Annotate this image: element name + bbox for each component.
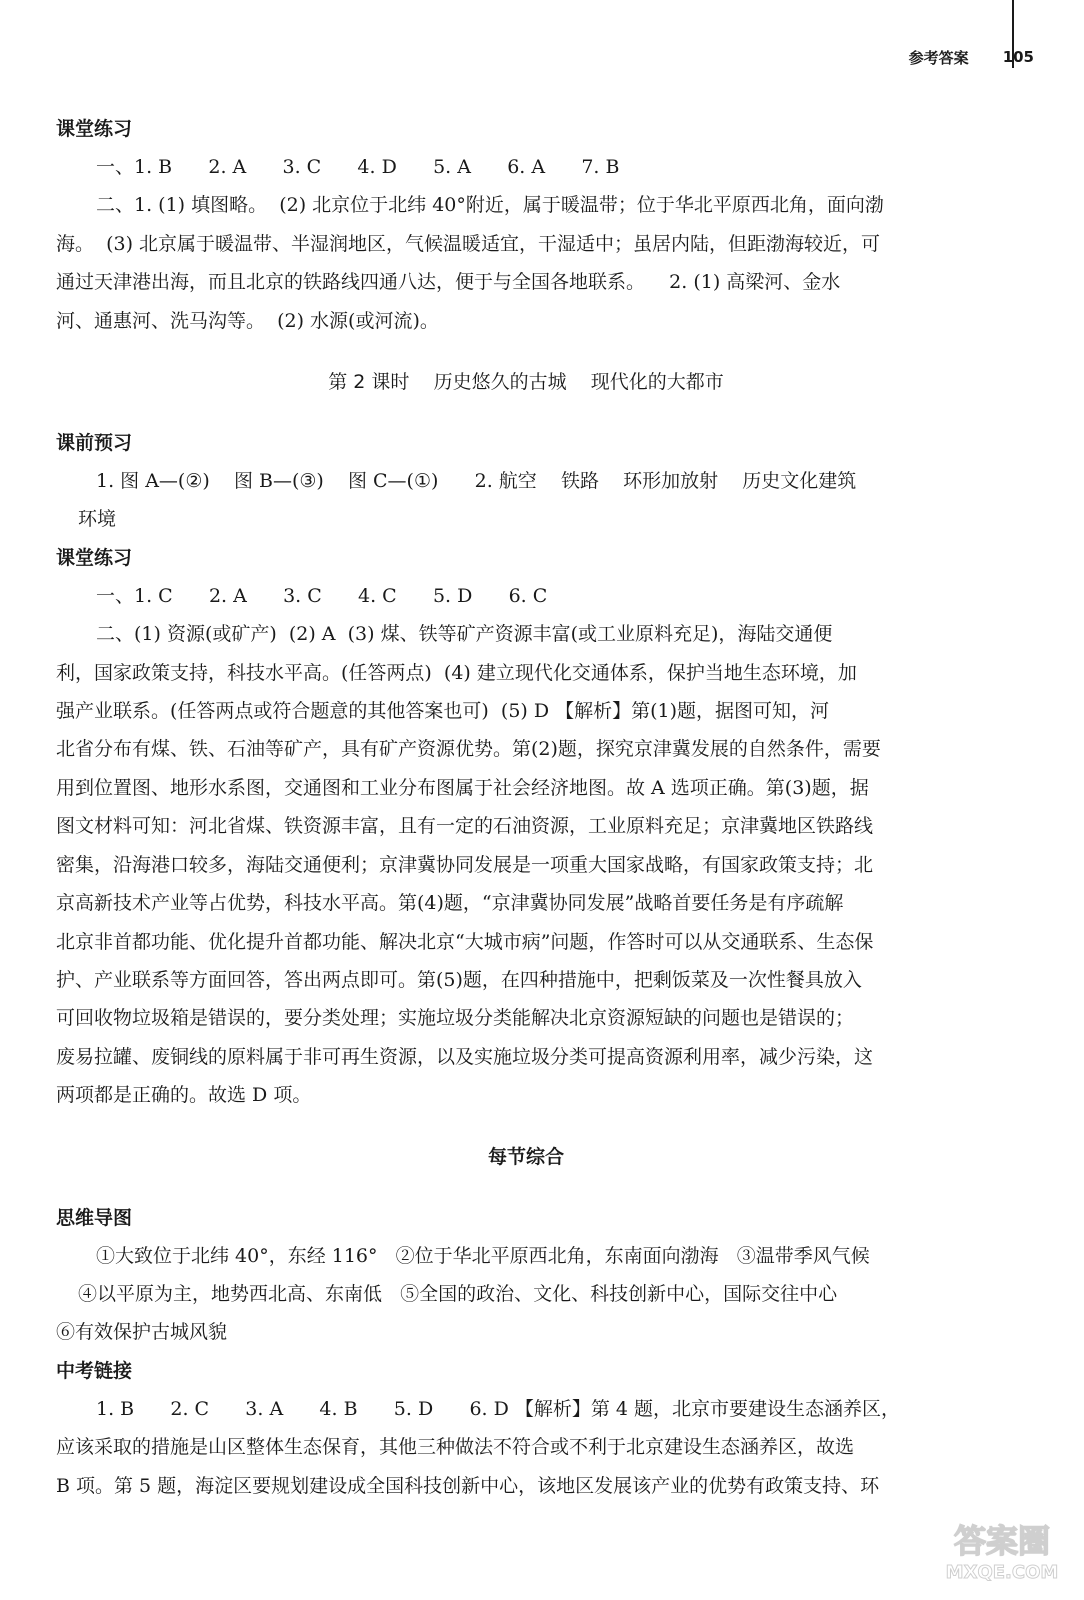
summary-title: 每节综合 xyxy=(487,1145,564,1168)
answer-line: 北省分布有煤、铁、石油等矿产，具有矿产资源优势。第(2)题，探究京津冀发展的自然条件，需要 xyxy=(56,738,881,761)
watermark-text-main: 答案圈 xyxy=(953,1522,1051,1560)
lesson-title: 第 2 课时 历史悠久的古城 现代化的大都市 xyxy=(328,371,724,394)
answer-line: 环境 xyxy=(78,508,117,531)
answer-line: 应该采取的措施是山区整体生态保育，其他三种做法不符合或不利于北京建设生态涵养区，故选 xyxy=(56,1436,855,1459)
watermark-text-url: MXQE.COM xyxy=(945,1562,1059,1583)
section-heading-classroom-practice: 课堂练习 xyxy=(56,546,133,569)
answer-line: 二、(1) 资源(或矿产) (2) A (3) 煤、铁等矿产资源丰富(或工业原料充足)，海陆交通便 xyxy=(96,623,833,646)
section-heading-exam-link: 中考链接 xyxy=(56,1359,133,1382)
answer-line: 二、1. (1) 填图略。 (2) 北京位于北纬 40°附近，属于暖温带；位于华北平原西北角，面向渤 xyxy=(96,194,884,217)
answer-line: 河、通惠河、洗马沟等。 (2) 水源(或河流)。 xyxy=(56,309,439,332)
answer-line: ④以平原为主，地势西北高、东南低 ⑤全国的政治、文化、科技创新中心，国际交往中心 xyxy=(78,1282,838,1305)
answer-line: ⑥有效保护古城风貌 xyxy=(56,1321,228,1344)
watermark-logo xyxy=(932,1514,1072,1586)
answer-line: ①大致位于北纬 40°，东经 116° ②位于华北平原西北角，东南面向渤海 ③温带季风气候 xyxy=(96,1244,870,1267)
answer-line: 1. 图 A—(②) 图 B—(③) 图 C—(①) 2. 航空 铁路 环形加放射 历史文化建筑 xyxy=(96,470,857,493)
section-heading-classroom-practice: 课堂练习 xyxy=(56,118,133,140)
answer-line: 北京非首都功能、优化提升首都功能、解决北京“大城市病”问题，作答时可以从交通联系、生态保 xyxy=(56,930,874,953)
answer-line: 用到位置图、地形水系图，交通图和工业分布图属于社会经济地图。故 A 选项正确。第(3)题，据 xyxy=(56,776,869,799)
answer-line: 两项都是正确的。故选 D 项。 xyxy=(56,1084,312,1107)
answer-content xyxy=(56,110,996,1505)
answer-line: 海。 (3) 北京属于暖温带、半湿润地区，气候温暖适宜，干湿适中；虽居内陆，但距渤海较近，可 xyxy=(56,232,881,255)
answer-line: 1. B 2. C 3. A 4. B 5. D 6. D 【解析】第 4 题，北京市要建设生态涵养区， xyxy=(96,1397,901,1420)
answer-line: 废易拉罐、废铜线的原料属于非可再生资源，以及实施垃圾分类可提高资源利用率，减少污染，这 xyxy=(56,1045,874,1068)
answer-line: 一、1. C 2. A 3. C 4. C 5. D 6. C xyxy=(96,584,548,607)
answer-line: 一、1. B 2. A 3. C 4. D 5. A 6. A 7. B xyxy=(96,156,620,178)
section-heading-preview: 课前预习 xyxy=(56,432,133,455)
answer-line: 图文材料可知：河北省煤、铁资源丰富，且有一定的石油资源，工业原料充足；京津冀地区铁路线 xyxy=(56,815,874,838)
answer-line: 强产业联系。(任答两点或符合题意的其他答案也可) (5) D 【解析】第(1)题，据图可知，河 xyxy=(56,700,830,723)
answer-line: 京高新技术产业等占优势，科技水平高。第(4)题，“京津冀协同发展”战略首要任务是有序疏解 xyxy=(56,892,844,915)
answer-line: 可回收物垃圾箱是错误的，要分类处理；实施垃圾分类能解决北京资源短缺的问题也是错误的； xyxy=(56,1007,855,1030)
answer-line: B 项。第 5 题，海淀区要规划建设成全国科技创新中心，该地区发展该产业的优势有政策支持、环 xyxy=(56,1474,880,1497)
page-header xyxy=(909,42,1034,72)
answer-line: 护、产业联系等方面回答，答出两点即可。第(5)题，在四种措施中，把剩饭菜及一次性餐具放入 xyxy=(56,968,862,991)
running-header-label: 参考答案 xyxy=(908,48,969,67)
answer-line: 通过天津港出海，而且北京的铁路线四通八达，便于与全国各地联系。 2. (1) 高梁河、金水 xyxy=(56,271,841,294)
page-number: 105 xyxy=(1002,48,1034,66)
answer-line: 密集，沿海港口较多，海陆交通便利；京津冀协同发展是一项重大国家战略，有国家政策支持；北 xyxy=(56,853,874,876)
section-heading-mind-map: 思维导图 xyxy=(56,1206,133,1229)
answer-line: 利，国家政策支持，科技水平高。(任答两点) (4) 建立现代化交通体系，保护当地生态环境，加 xyxy=(56,661,857,684)
